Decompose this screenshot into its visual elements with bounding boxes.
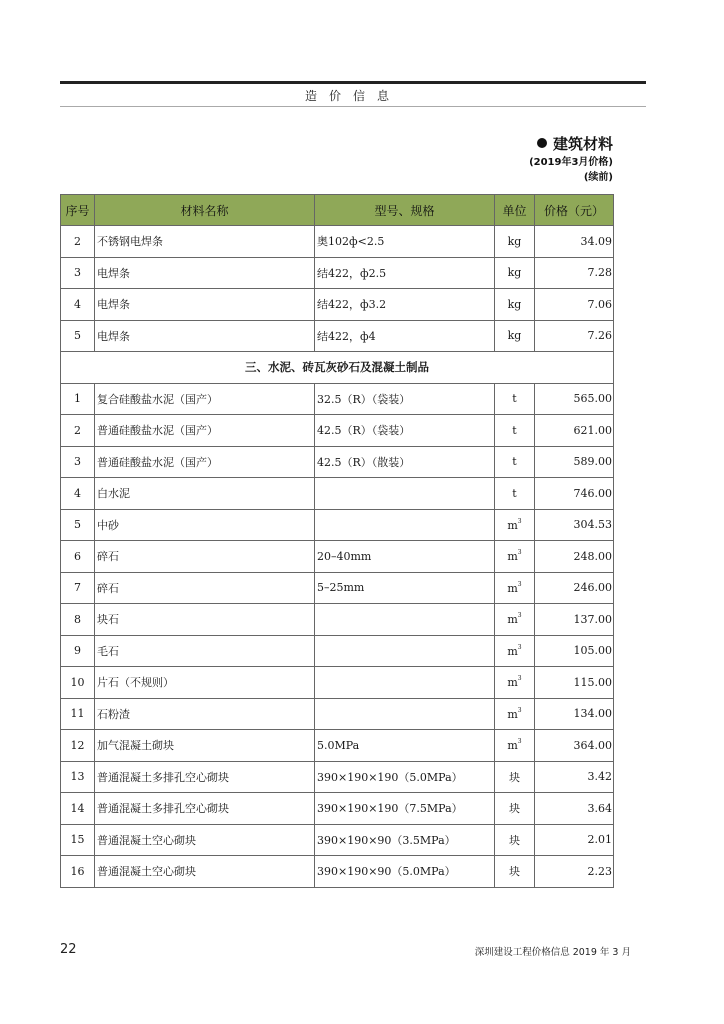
cell-index [61,257,95,289]
cell-price-text: 565.00 [573,392,612,406]
cell-price-text: 248.00 [573,549,612,563]
cell-material-name [95,257,315,289]
unit-superscript: 3 [517,643,522,651]
cell-material-name [95,415,315,447]
cell-unit [495,667,535,699]
cell-material-name [95,856,315,888]
cell-unit-text: m [507,644,518,658]
cell-unit-text: m [507,550,518,564]
header-rule [60,81,646,84]
cell-price-text: 7.28 [587,266,612,280]
cell-spec-text: 390×190×190（7.5MPa） [317,802,463,816]
cell-unit [495,793,535,825]
section-heading: 三、水泥、砖瓦灰砂石及混凝土制品 [61,352,614,384]
cell-price [535,730,614,762]
cell-unit-text: 块 [509,802,520,816]
table-row [61,572,614,604]
cell-price-text: 2.23 [587,864,612,878]
price-date: (2019年3月价格) [529,157,613,168]
table-row [61,320,614,352]
cell-unit-text: t [512,392,517,406]
cell-index-text: 5 [74,518,81,532]
cell-price [535,226,614,258]
cell-index [61,635,95,667]
cell-unit [495,604,535,636]
cell-unit-text: t [512,486,517,500]
cell-index [61,730,95,762]
table-row [61,226,614,258]
unit-superscript: 3 [517,612,522,620]
unit-superscript: 3 [517,549,522,557]
cell-index-text: 12 [70,738,85,752]
unit-superscript: 3 [517,706,522,714]
cell-material-name [95,572,315,604]
cell-spec [315,824,495,856]
cell-unit-text: m [507,739,518,753]
cell-index-text: 4 [74,297,81,311]
cell-spec-text: 390×190×90（5.0MPa） [317,865,456,879]
cell-unit-text: m [507,707,518,721]
cell-price-text: 364.00 [573,738,612,752]
table-body-welding [61,226,614,352]
col-header-idx: 序号 [61,195,95,226]
cell-index-text: 2 [74,423,81,437]
cell-price [535,761,614,793]
col-header-price: 价格（元） [535,195,614,226]
table-row [61,446,614,478]
cell-unit-text: kg [507,266,522,280]
cell-material-name-text: 电焊条 [97,298,130,312]
cell-material-name [95,698,315,730]
cell-spec-text: 结422，ф2.5 [317,266,387,280]
cell-index-text: 13 [70,770,85,784]
cell-material-name-text: 碎石 [97,550,119,564]
cell-spec [315,572,495,604]
cell-index [61,383,95,415]
cell-spec-text: 结422，ф3.2 [317,298,387,312]
cell-price [535,635,614,667]
cell-index [61,667,95,699]
table-row [61,635,614,667]
col-header-name: 材料名称 [95,195,315,226]
cell-spec-text: 32.5（R）（袋装） [317,392,411,406]
cell-spec [315,415,495,447]
cell-index-text: 3 [74,266,81,280]
cell-unit [495,635,535,667]
unit-superscript: 3 [517,580,522,588]
cell-index-text: 3 [74,455,81,469]
cell-index-text: 10 [70,675,85,689]
cell-material-name-text: 普通混凝土空心砌块 [97,833,196,847]
cell-index-text: 4 [74,486,81,500]
cell-material-name [95,541,315,573]
table-row [61,698,614,730]
cell-index [61,541,95,573]
cell-unit-text: kg [507,234,522,248]
cell-material-name-text: 白水泥 [97,487,130,501]
table-row [61,383,614,415]
cell-material-name-text: 普通硅酸盐水泥（国产） [97,424,218,438]
cell-spec [315,730,495,762]
cell-index-text: 8 [74,612,81,626]
unit-superscript: 3 [517,738,522,746]
running-header: 造价信息 [304,89,401,103]
table-row [61,793,614,825]
cell-unit-text: kg [507,297,522,311]
cell-index [61,320,95,352]
cell-unit [495,572,535,604]
cell-material-name [95,509,315,541]
cell-spec [315,320,495,352]
unit-superscript: 3 [517,517,522,525]
cell-price-text: 34.09 [580,234,612,248]
cell-unit [495,415,535,447]
table-row [61,604,614,636]
cell-index [61,226,95,258]
cell-price [535,667,614,699]
table-section-cement [61,352,614,384]
cell-material-name [95,320,315,352]
cell-material-name-text: 普通硅酸盐水泥（国产） [97,455,218,469]
cell-material-name [95,667,315,699]
cell-unit-text: 块 [509,865,520,879]
cell-unit [495,383,535,415]
cell-price-text: 589.00 [573,455,612,469]
cell-price [535,415,614,447]
cell-spec [315,478,495,510]
cell-spec [315,383,495,415]
cell-material-name-text: 复合硅酸盐水泥（国产） [97,392,218,406]
cell-spec-text: 奥102ф<2.5 [317,235,385,249]
cell-material-name [95,793,315,825]
bullet-dot-icon [537,138,547,148]
cell-spec [315,257,495,289]
cell-index-text: 11 [70,707,85,721]
cell-unit [495,824,535,856]
table-row [61,667,614,699]
cell-material-name-text: 普通混凝土空心砌块 [97,865,196,879]
cell-price [535,289,614,321]
cell-spec [315,541,495,573]
cell-price-text: 621.00 [573,423,612,437]
cell-material-name [95,226,315,258]
cell-material-name-text: 碎石 [97,581,119,595]
cell-price-text: 2.01 [587,833,612,847]
table-row [61,856,614,888]
cell-price-text: 304.53 [573,518,612,532]
unit-superscript: 3 [517,675,522,683]
cell-price [535,824,614,856]
table-row [61,761,614,793]
cell-index-text: 1 [74,392,81,406]
cell-index [61,856,95,888]
table-row [61,730,614,762]
cell-price-text: 746.00 [573,486,612,500]
cell-material-name-text: 电焊条 [97,266,130,280]
cell-material-name-text: 普通混凝土多排孔空心砌块 [97,802,229,816]
cell-material-name-text: 电焊条 [97,329,130,343]
cell-price-text: 137.00 [573,612,612,626]
cell-spec [315,509,495,541]
cell-index [61,698,95,730]
cell-price [535,383,614,415]
cell-spec-text: 5.0MPa [317,738,360,752]
table-row [61,509,614,541]
cell-index-text: 5 [74,329,81,343]
cell-unit [495,698,535,730]
cell-index [61,761,95,793]
cell-unit [495,320,535,352]
materials-price-table [60,194,614,888]
cell-unit-text: t [512,455,517,469]
page-number: 22 [60,942,77,957]
cell-index-text: 15 [70,833,85,847]
cell-index-text: 7 [74,581,81,595]
publication-footer: 深圳建设工程价格信息 2019 年 3 月 [474,947,631,958]
cell-material-name [95,478,315,510]
cell-unit [495,446,535,478]
cell-index [61,289,95,321]
section-title-text: 建筑材料 [552,135,613,153]
cell-price-text: 3.64 [587,801,612,815]
cell-spec [315,856,495,888]
cell-index [61,604,95,636]
cell-index-text: 9 [74,644,81,658]
cell-spec-text: 42.5（R）（袋装） [317,424,411,438]
cell-material-name-text: 块石 [97,613,119,627]
cell-material-name-text: 加气混凝土砌块 [97,739,174,753]
table-row [61,824,614,856]
cell-material-name-text: 普通混凝土多排孔空心砌块 [97,770,229,784]
table-row [61,415,614,447]
cell-price [535,793,614,825]
cell-index [61,509,95,541]
cell-material-name-text: 毛石 [97,644,119,658]
col-header-unit: 单位 [495,195,535,226]
cell-price [535,509,614,541]
cell-material-name [95,730,315,762]
cell-index-text: 2 [74,234,81,248]
cell-index [61,793,95,825]
cell-price [535,320,614,352]
cell-spec [315,761,495,793]
cell-material-name-text: 石粉渣 [97,707,130,721]
cell-unit-text: 块 [509,770,520,784]
cell-unit [495,541,535,573]
section-subtitle [529,155,613,185]
table-row [61,478,614,510]
cell-price [535,257,614,289]
section-heading-row [61,352,614,384]
cell-index [61,446,95,478]
cell-unit [495,730,535,762]
cell-spec [315,698,495,730]
cell-price-text: 134.00 [573,707,612,721]
cell-spec [315,226,495,258]
cell-spec [315,667,495,699]
table-header-row [61,195,614,226]
continued-note: (续前) [583,172,613,183]
cell-spec-text: 42.5（R）（散装） [317,455,411,469]
cell-material-name [95,446,315,478]
cell-material-name [95,604,315,636]
cell-price [535,541,614,573]
cell-unit [495,478,535,510]
cell-spec-text: 结422，ф4 [317,329,376,343]
cell-price [535,446,614,478]
cell-index-text: 16 [70,864,85,878]
cell-price [535,478,614,510]
cell-index-text: 14 [70,801,85,815]
cell-index [61,572,95,604]
cell-material-name [95,635,315,667]
section-title [537,133,613,154]
cell-material-name [95,383,315,415]
cell-price-text: 7.06 [587,297,612,311]
cell-unit-text: 块 [509,833,520,847]
header-underline [60,106,646,107]
cell-spec [315,604,495,636]
cell-unit [495,761,535,793]
cell-unit-text: m [507,581,518,595]
table-body-cement [61,383,614,887]
cell-unit [495,856,535,888]
cell-spec-text: 5–25mm [317,581,365,595]
cell-price [535,604,614,636]
cell-unit-text: m [507,676,518,690]
cell-spec-text: 20–40mm [317,549,372,563]
cell-unit [495,226,535,258]
cell-material-name-text: 不锈钢电焊条 [97,235,163,249]
cell-spec [315,635,495,667]
cell-price [535,856,614,888]
cell-index-text: 6 [74,549,81,563]
cell-price-text: 3.42 [587,770,612,784]
cell-unit [495,509,535,541]
cell-spec [315,289,495,321]
cell-spec-text: 390×190×90（3.5MPa） [317,833,456,847]
cell-material-name [95,289,315,321]
cell-material-name [95,761,315,793]
cell-unit-text: t [512,423,517,437]
cell-material-name [95,824,315,856]
cell-index [61,824,95,856]
cell-price-text: 115.00 [573,675,612,689]
cell-unit-text: m [507,613,518,627]
cell-price-text: 246.00 [573,581,612,595]
cell-material-name-text: 片石（不规则） [97,676,174,690]
col-header-spec: 型号、规格 [315,195,495,226]
cell-material-name-text: 中砂 [97,518,119,532]
cell-price [535,698,614,730]
cell-index [61,478,95,510]
table-row [61,289,614,321]
cell-unit [495,257,535,289]
cell-price-text: 105.00 [573,644,612,658]
cell-spec-text: 390×190×190（5.0MPa） [317,770,463,784]
cell-index [61,415,95,447]
cell-spec [315,793,495,825]
cell-unit-text: kg [507,329,522,343]
table-row [61,541,614,573]
cell-unit-text: m [507,518,518,532]
table-row [61,257,614,289]
cell-spec [315,446,495,478]
cell-price-text: 7.26 [587,329,612,343]
cell-unit [495,289,535,321]
cell-price [535,572,614,604]
